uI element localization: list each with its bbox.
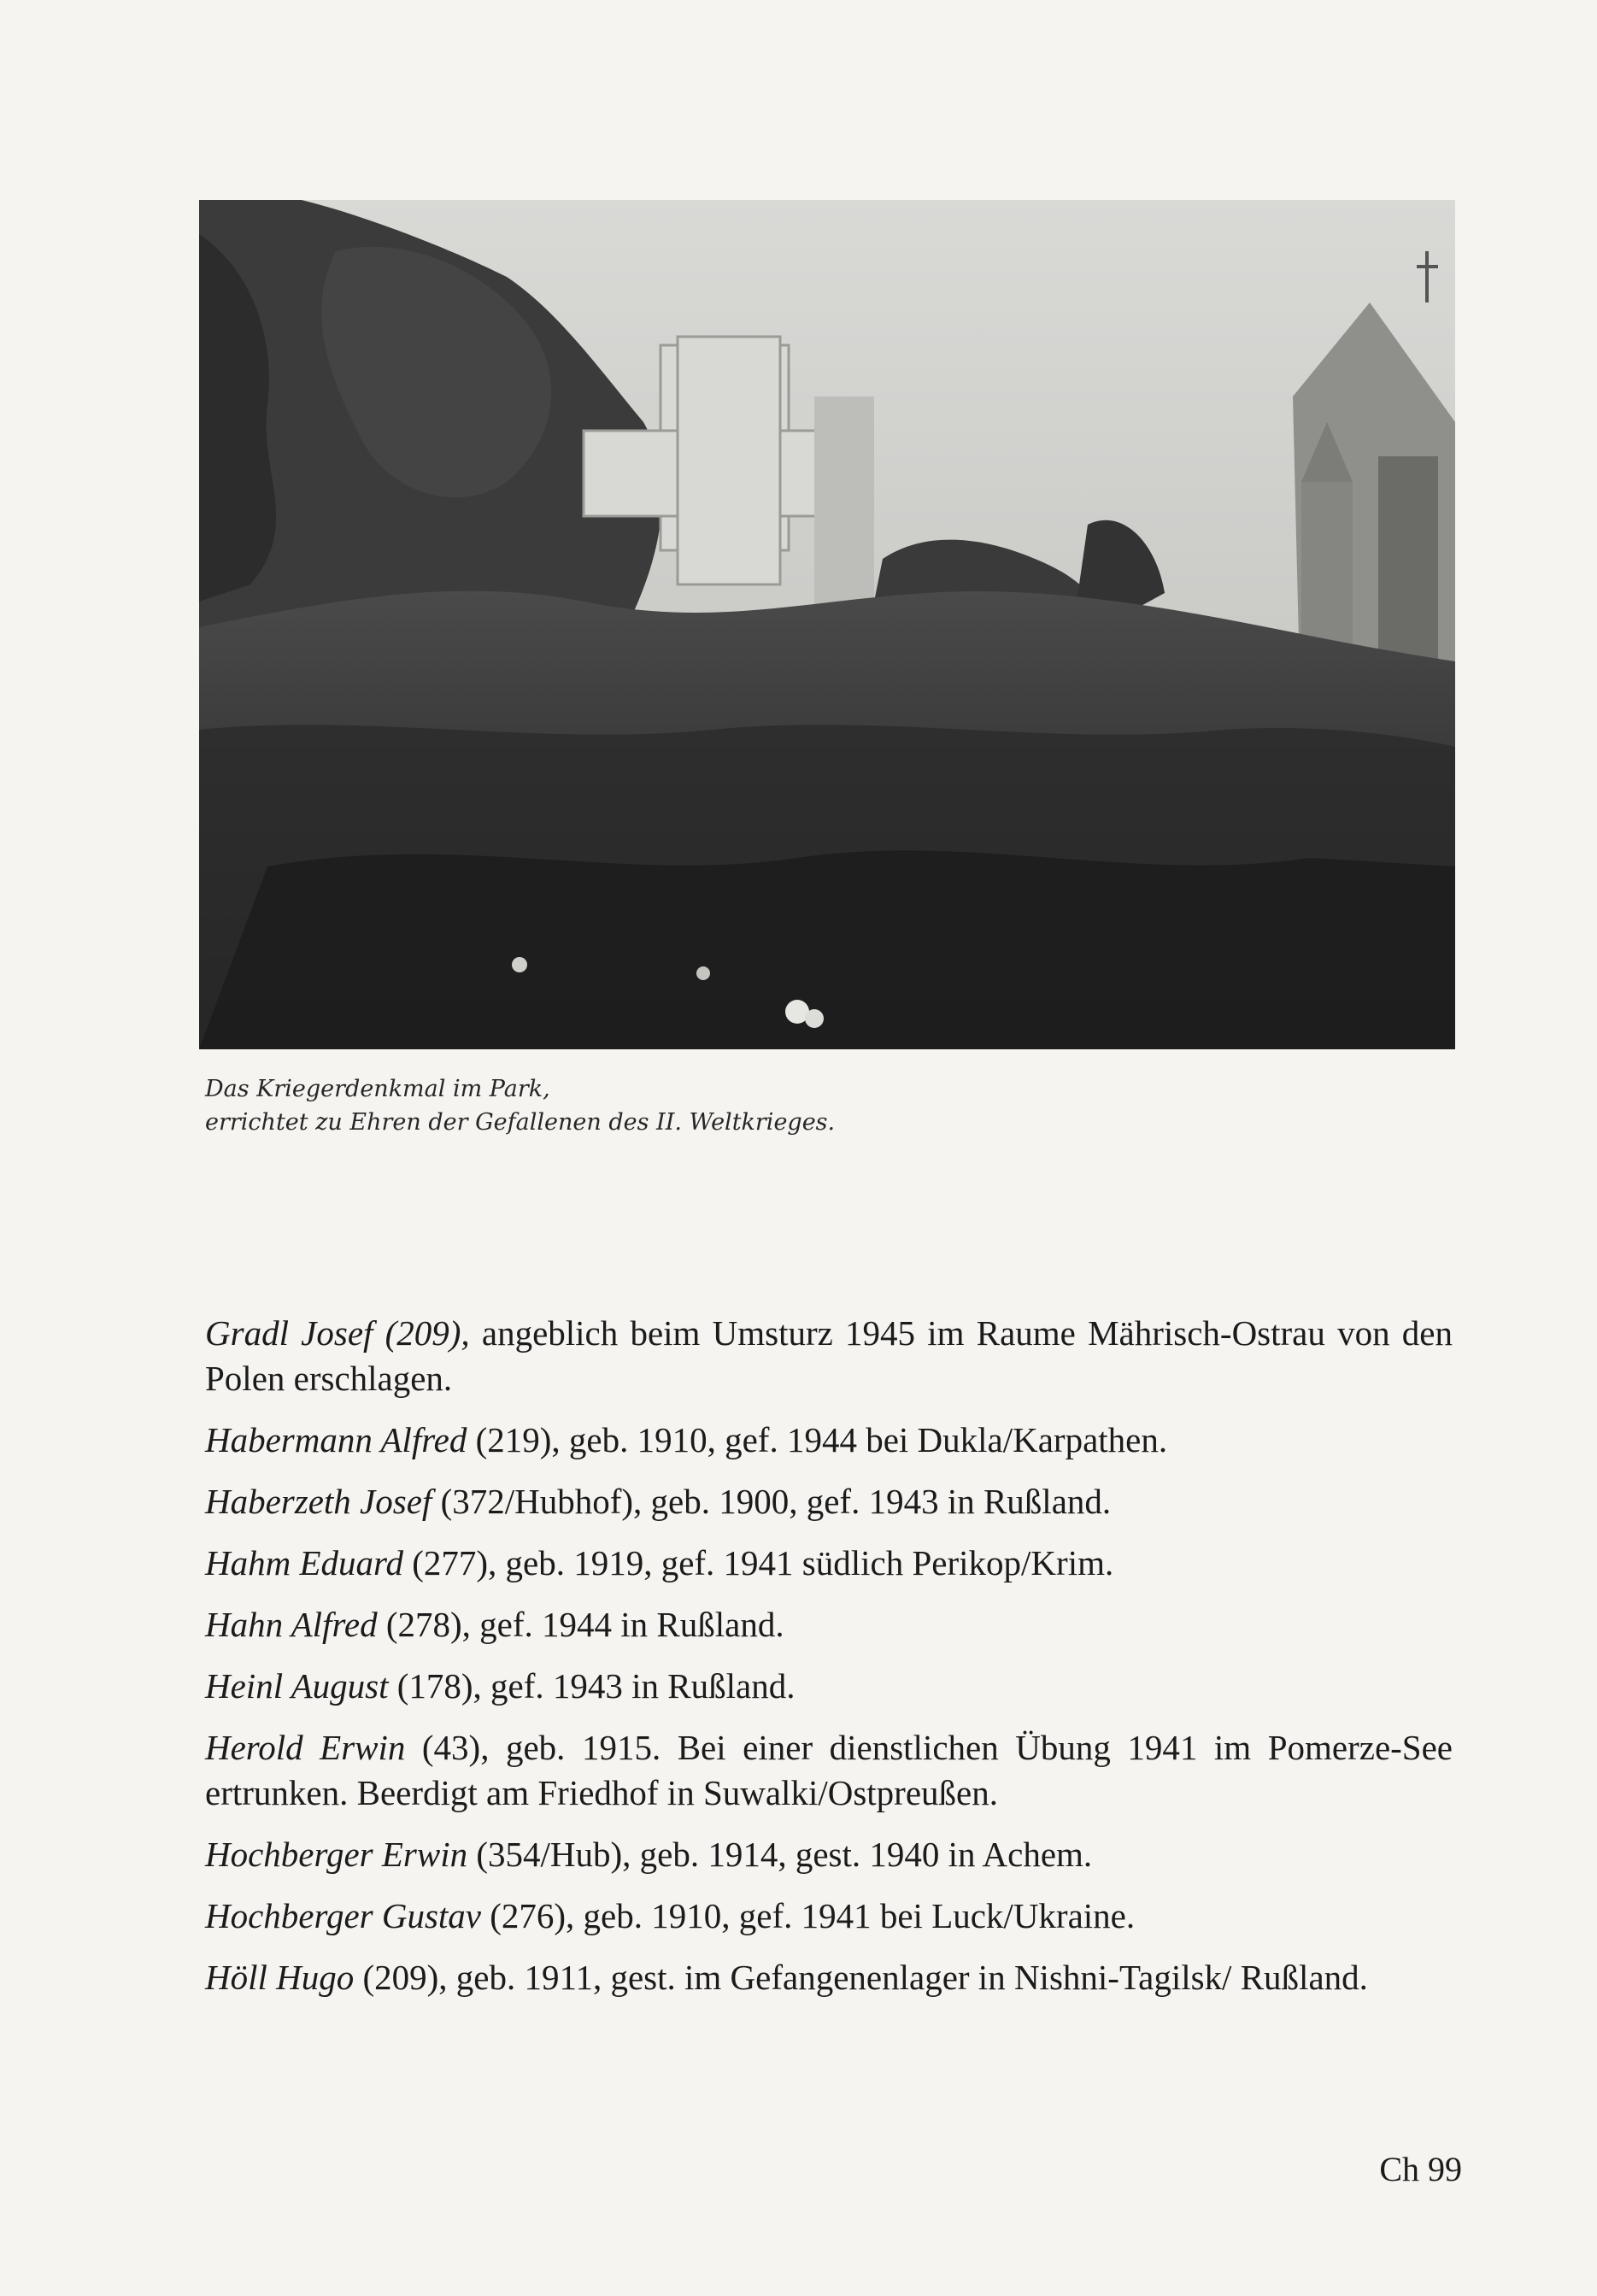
list-item — [205, 1894, 1453, 1939]
entry-text: (209), geb. 1911, gest. im Gefangenenlager in Nishni-Tagilsk/ Rußland. — [354, 1958, 1368, 1997]
entry-name: Heinl August — [205, 1666, 389, 1706]
entry-text: angeblich beim Umsturz 1945 im Raume Mährisch-Ostrau von den Polen erschlagen. — [205, 1313, 1453, 1398]
entry-name: Gradl Josef (209), — [205, 1313, 470, 1353]
entry-text: (178), gef. 1943 in Rußland. — [388, 1666, 796, 1706]
entry-text: (277), geb. 1919, gef. 1941 südlich Perikop/Krim. — [402, 1543, 1114, 1583]
photo-caption — [205, 1072, 1401, 1139]
entry-name: Hahm Eduard — [205, 1543, 403, 1583]
caption-line-1: Das Kriegerdenkmal im Park, — [205, 1076, 550, 1102]
entry-text: (276), geb. 1910, gef. 1941 bei Luck/Ukraine. — [481, 1896, 1136, 1935]
entry-text: (219), geb. 1910, gef. 1944 bei Dukla/Karpathen. — [467, 1420, 1168, 1459]
entry-name: Hahn Alfred — [205, 1605, 378, 1644]
war-memorial-photo — [199, 200, 1455, 1049]
fallen-soldiers-list — [205, 1311, 1453, 2017]
list-item — [205, 1955, 1453, 2000]
list-item — [205, 1602, 1453, 1647]
list-item — [205, 1311, 1453, 1401]
page-number: Ch 99 — [1379, 2150, 1462, 2188]
entry-name: Haberzeth Josef — [205, 1482, 432, 1521]
entry-text: (43), geb. 1915. Bei einer dienstlichen Übung 1941 im Pomerze-See ertrunken. Beerdigt am Friedhof in Suwalki/Ostpreußen. — [205, 1728, 1453, 1812]
entry-text: (278), gef. 1944 in Rußland. — [377, 1605, 784, 1644]
entry-name: Hochberger Erwin — [205, 1835, 468, 1874]
list-item — [205, 1418, 1453, 1463]
entry-text: (372/Hubhof), geb. 1900, gef. 1943 in Rußland. — [432, 1482, 1112, 1521]
caption-line-2: errichtet zu Ehren der Gefallenen des II. Weltkrieges. — [205, 1109, 836, 1136]
entry-name: Habermann Alfred — [205, 1420, 467, 1459]
list-item — [205, 1479, 1453, 1524]
entry-name: Hochberger Gustav — [205, 1896, 481, 1935]
entry-name: Höll Hugo — [205, 1958, 355, 1997]
entry-name: Herold Erwin — [205, 1728, 406, 1767]
list-item — [205, 1725, 1453, 1816]
list-item — [205, 1832, 1453, 1877]
list-item — [205, 1541, 1453, 1586]
entry-text: (354/Hub), geb. 1914, gest. 1940 in Achem. — [467, 1835, 1093, 1874]
list-item — [205, 1664, 1453, 1709]
